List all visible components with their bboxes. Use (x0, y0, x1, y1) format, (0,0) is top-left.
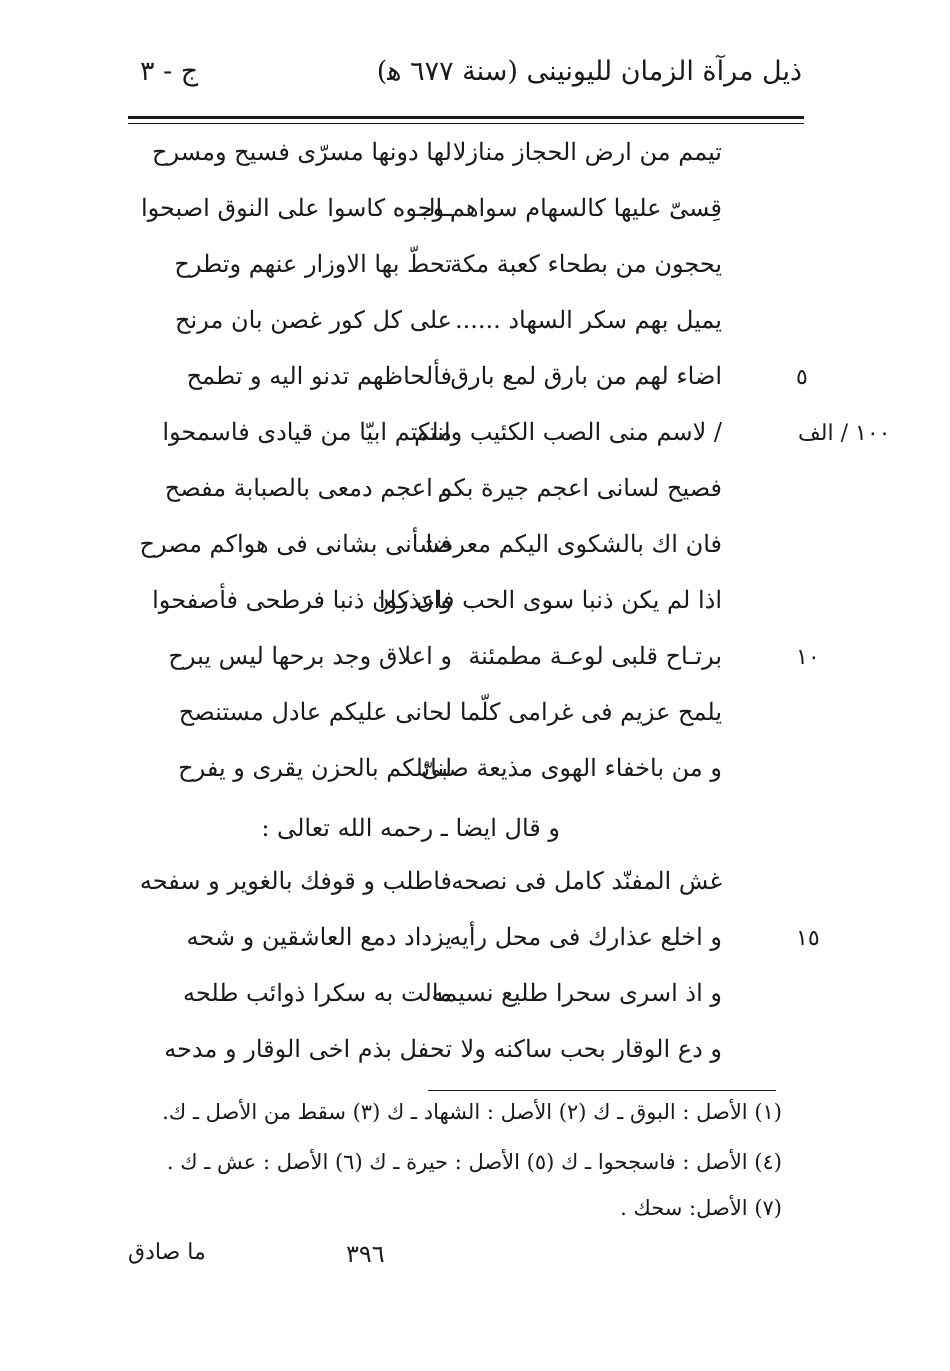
verse-15-first-hemistich: و اذ اسرى سحرا طليع نسيمه (431, 979, 722, 1007)
verse-12-first-hemistich: و من باخفاء الهوى مذيعة صبىّ (421, 754, 722, 782)
page-number: ٣٩٦ (346, 1240, 385, 1268)
verse-1-first-hemistich: تيمم من ارض الحجاز منازلا (452, 138, 722, 166)
verse-16-second-hemistich: تحفل بذم اخى الوقار و مدحه (164, 1035, 452, 1063)
verse-16-first-hemistich: و دع الوقار بحب ساكنه ولا (460, 1035, 722, 1063)
footnote-rule (428, 1090, 776, 1091)
verse-15-second-hemistich: مالت به سكرا ذوائب طلحه (183, 979, 452, 1007)
verse-8-first-hemistich: فان اك بالشكوى اليكم معرضا (425, 530, 722, 558)
running-title: ذيل مرآة الزمان لليونينى (سنة ٦٧٧ ﻫ) (376, 56, 802, 87)
verse-10-second-hemistich: و اعلاق وجد برحها ليس يبرح (168, 642, 452, 670)
verse-9-first-hemistich: اذا لم يكن ذنبا سوى الحب فاعذروا (378, 586, 722, 614)
signature-mark: ما صادق (128, 1240, 206, 1265)
line-number-10: ١٠ (796, 645, 820, 670)
folio-marker: ١٠٠ / الف (798, 421, 891, 446)
verse-6-first-hemistich: / لاسم منى الصب الكئيب وانتم (414, 418, 722, 446)
footnote-line-3: (٧) الأصل: سحك . (620, 1196, 782, 1220)
verse-3-second-hemistich: تحطّ بها الاوزار عنهم وتطرح (174, 250, 452, 278)
verse-13-first-hemistich: غش المفنّد كامل فى نصحه (451, 867, 722, 895)
verse-7-first-hemistich: فصيح لسانى اعجم جيرة بكم (437, 474, 722, 502)
verse-5-second-hemistich: فألحاظهم تدنو اليه و تطمح (186, 362, 452, 390)
footnote-line-1: (١) الأصل : البوق ـ ك (٢) الأصل : الشهاد ـ ك (٣) سقط من الأصل ـ ك. (162, 1100, 782, 1124)
line-number-5: ٥ (796, 365, 808, 390)
verse-10-first-hemistich: برتـاح قلبى لوعـة مطمئنة (468, 642, 722, 670)
poem-intro: و قال ايضا ـ رحمه الله تعالى : (261, 814, 560, 842)
verse-12-second-hemistich: لنائلكم بالحزن يقرى و يفرح (178, 754, 452, 782)
header-rule (128, 116, 804, 119)
footnote-line-2: (٤) الأصل : فاسجحوا ـ ك (٥) الأصل : حيرة ـ ك (٦) الأصل : عش ـ ك . (166, 1150, 782, 1174)
verse-4-second-hemistich: على كل كور غصن بان مرنح (175, 306, 452, 334)
verse-4-first-hemistich: يميل بهم سكر السهاد ...... (454, 306, 722, 334)
verse-14-second-hemistich: يزداد دمع العاشقين و شحه (186, 923, 452, 951)
verse-2-second-hemistich: ـوجوه كاسوا على النوق اصبحوا (140, 194, 452, 222)
verse-2-first-hemistich: قِسىّ عليها كالسهام سواهم الـ (421, 194, 722, 222)
header-rule-thin (128, 123, 804, 124)
verse-1-second-hemistich: لها دونها مسرّى فسيح ومسرح (151, 138, 452, 166)
verse-13-second-hemistich: فاطلب و قوفك بالغوير و سفحه (139, 867, 452, 895)
verse-11-first-hemistich: يلمح عزيم فى غرامى كلّما (459, 698, 722, 726)
verse-6-second-hemistich: ملكتم ابيّا من قيادى فاسمحوا (162, 418, 452, 446)
line-number-15: ١٥ (796, 926, 820, 951)
verse-9-second-hemistich: وان كان ذنبا فرطحى فأصفحوا (152, 586, 452, 614)
verse-7-second-hemistich: و اعجم دمعى بالصبابة مفصح (164, 474, 452, 502)
volume-label: ج - ٣ (140, 56, 199, 87)
verse-5-first-hemistich: اضاء لهم من بارق لمع بارق (450, 362, 722, 390)
verse-11-second-hemistich: لحانى عليكم عادل مستنصح (178, 698, 452, 726)
verse-8-second-hemistich: فشأنى بشانى فى هواكم مصرح (139, 530, 452, 558)
verse-3-first-hemistich: يحجون من بطحاء كعبة مكة (450, 250, 722, 278)
verse-14-first-hemistich: و اخلع عذارك فى محل رأيه (449, 923, 722, 951)
